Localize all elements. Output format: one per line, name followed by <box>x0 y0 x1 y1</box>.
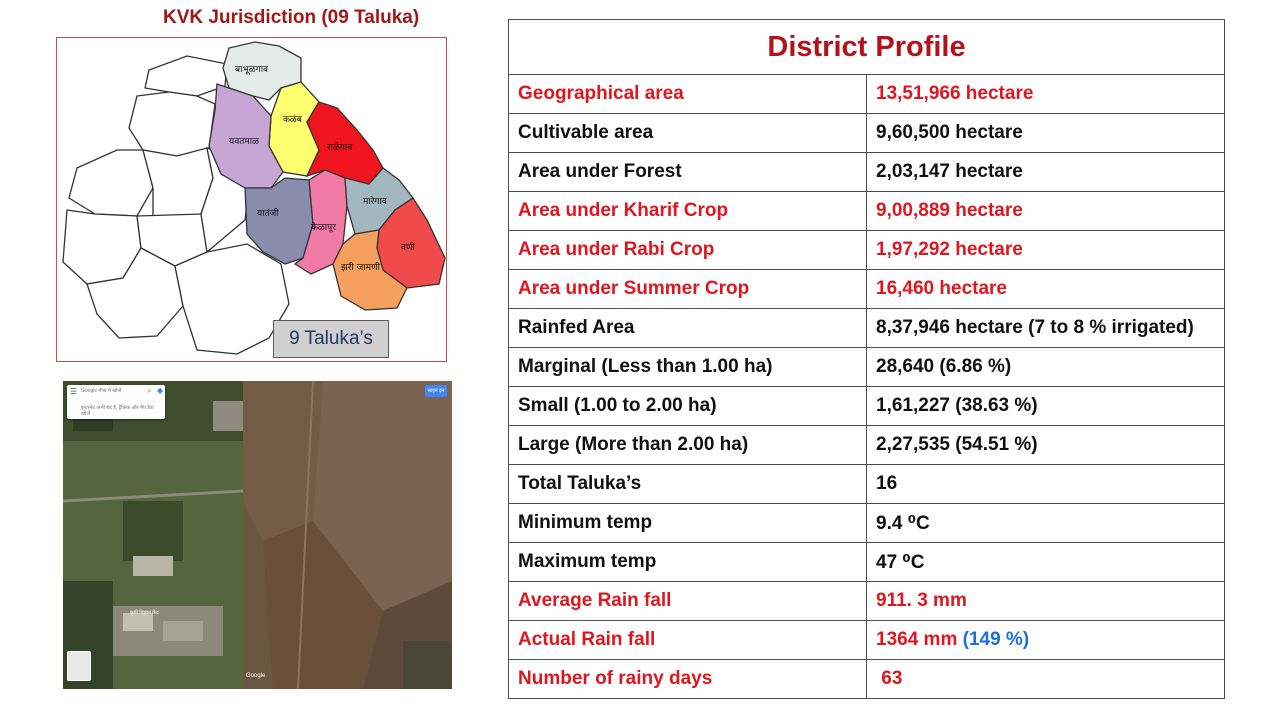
satellite-map[interactable] <box>63 381 452 689</box>
row-value: 63 <box>867 660 1225 699</box>
row-value: 9,60,500 hectare <box>867 114 1225 153</box>
map-title: KVK Jurisdiction (09 Taluka) <box>163 7 420 28</box>
sign-in-button[interactable]: साइन इन <box>425 385 447 397</box>
table-row <box>509 270 1225 309</box>
table-row <box>509 582 1225 621</box>
label-kelapur: केळापूर <box>311 223 336 233</box>
table-row <box>509 621 1225 660</box>
table-row <box>509 660 1225 699</box>
map-search-box[interactable] <box>67 385 165 419</box>
taluka-count-badge: 9 Taluka’s <box>273 320 389 358</box>
row-label: Number of rainy days <box>509 660 867 699</box>
label-yavatmal: यवतमाळ <box>229 137 259 147</box>
google-logo: Google <box>246 673 266 679</box>
row-value: 911. 3 mm <box>867 582 1225 621</box>
row-value: 47 ⁰C <box>867 543 1225 582</box>
actual-rainfall-percent: (149 %) <box>962 629 1030 650</box>
label-zari-jamni: झरी जामणी <box>341 263 380 273</box>
label-wani: वणी <box>401 243 415 253</box>
row-label: Area under Kharif Crop <box>509 192 867 231</box>
table-row <box>509 504 1225 543</box>
place-label[interactable]: कृषी विज्ञान केंद्र <box>130 610 159 616</box>
row-value: 8,37,946 hectare (7 to 8 % irrigated) <box>867 309 1225 348</box>
label-babhulgaon: बाभूळगाव <box>235 65 269 75</box>
row-label: Actual Rain fall <box>509 621 867 660</box>
row-value: 1,97,292 hectare <box>867 231 1225 270</box>
table-row <box>509 75 1225 114</box>
table-row <box>509 309 1225 348</box>
row-value: 9,00,889 hectare <box>867 192 1225 231</box>
label-ghatanji: यातंजी <box>257 209 279 219</box>
row-value: 2,03,147 hectare <box>867 153 1225 192</box>
row-label: Average Rain fall <box>509 582 867 621</box>
table-header-row <box>509 20 1225 75</box>
row-label: Area under Rabi Crop <box>509 231 867 270</box>
district-map <box>56 37 447 362</box>
map-offline-hint: इन्टरनेट अभी बंद है, ट्रैफ़िक और मैप डेटा खोजें <box>81 405 154 417</box>
row-value: 16 <box>867 465 1225 504</box>
table-row <box>509 543 1225 582</box>
row-label: Marginal (Less than 1.00 ha) <box>509 348 867 387</box>
row-value: 13,51,966 hectare <box>867 75 1225 114</box>
row-value: 1,61,227 (38.63 %) <box>867 387 1225 426</box>
table-row <box>509 387 1225 426</box>
row-value: 9.4 ⁰C <box>867 504 1225 543</box>
row-label: Geographical area <box>509 75 867 114</box>
taluka-map-svg <box>57 38 447 362</box>
row-label: Cultivable area <box>509 114 867 153</box>
row-label: Maximum temp <box>509 543 867 582</box>
row-label: Area under Forest <box>509 153 867 192</box>
actual-rainfall-value: 1364 mm <box>876 629 958 650</box>
label-ralegaon: राळेगाव <box>327 143 353 153</box>
table-row <box>509 114 1225 153</box>
row-label: Total Taluka’s <box>509 465 867 504</box>
menu-icon[interactable]: ☰ <box>70 387 78 396</box>
label-kalamb: कळंब <box>283 115 302 125</box>
row-label: Small (1.00 to 2.00 ha) <box>509 387 867 426</box>
row-value: 16,460 hectare <box>867 270 1225 309</box>
row-value: 2,27,535 (54.51 %) <box>867 426 1225 465</box>
layers-thumbnail[interactable] <box>67 651 91 681</box>
map-search-input[interactable]: Google मॅप्स में खोजें <box>81 388 122 394</box>
table-row <box>509 465 1225 504</box>
row-value: 28,640 (6.86 %) <box>867 348 1225 387</box>
table-title: District Profile <box>509 20 1225 75</box>
district-profile-table <box>508 19 1225 699</box>
table-row <box>509 348 1225 387</box>
row-label: Large (More than 2.00 ha) <box>509 426 867 465</box>
satellite-imagery <box>63 381 452 689</box>
table-row <box>509 192 1225 231</box>
table-row <box>509 426 1225 465</box>
search-icon[interactable]: ⌕ <box>147 386 152 395</box>
label-maregaon: मारेगाव <box>363 197 387 207</box>
directions-icon[interactable]: ◆ <box>157 386 164 395</box>
row-label: Minimum temp <box>509 504 867 543</box>
row-label: Area under Summer Crop <box>509 270 867 309</box>
table-row <box>509 153 1225 192</box>
row-value <box>867 621 1225 660</box>
row-label: Rainfed Area <box>509 309 867 348</box>
table-row <box>509 231 1225 270</box>
